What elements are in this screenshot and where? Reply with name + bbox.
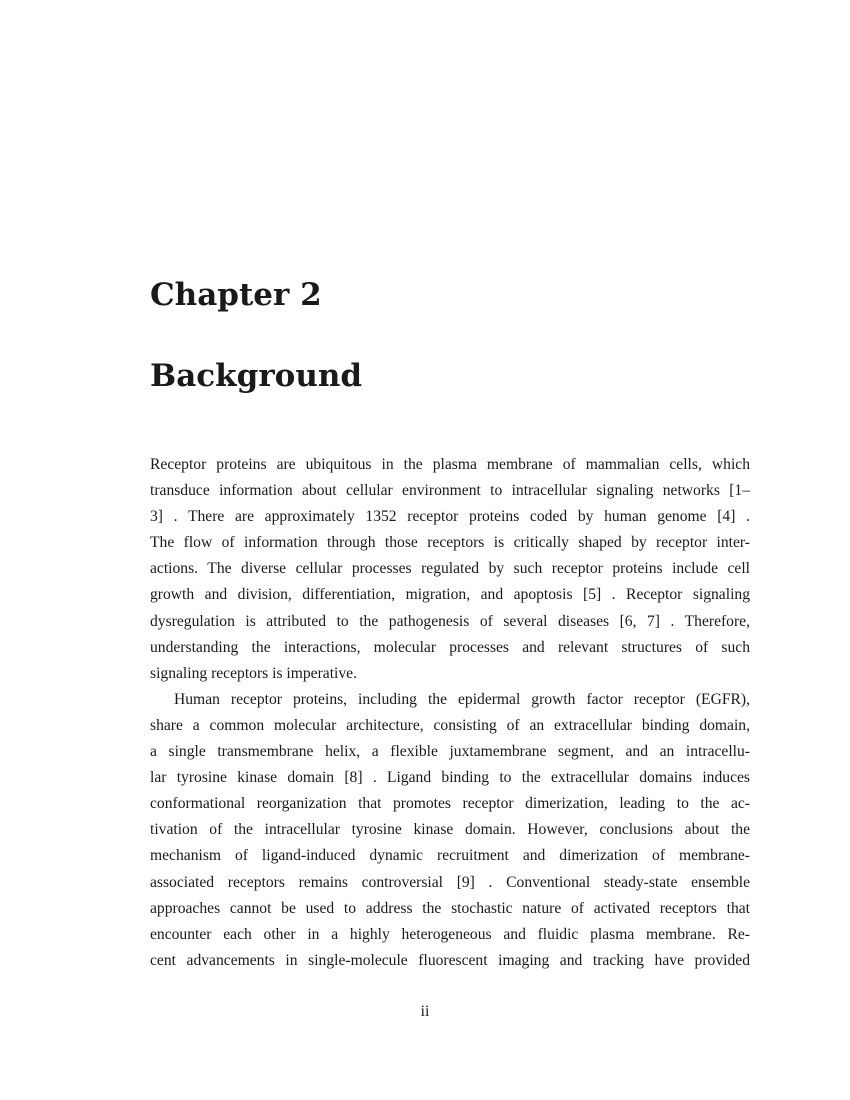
text-line: Receptor proteins are ubiquitous in the plasma membrane of mammalian cells, which [150, 456, 750, 473]
text-line: lar tyrosine kinase domain [8] . Ligand binding to the extracellular domains induces [150, 769, 750, 787]
text-line: conformational reorganization that promotes receptor dimerization, leading to the ac- [150, 795, 750, 813]
paragraph-1 [150, 452, 750, 687]
text-line: signaling receptors is imperative. [150, 664, 357, 682]
text-line: share a common molecular architecture, consisting of an extracellular binding domain, [150, 716, 750, 734]
page-number: ii [420, 1003, 430, 1020]
body-text [150, 452, 750, 974]
text-line: encounter each other in a highly heterogeneous and fluidic plasma membrane. Re- [150, 925, 750, 943]
chapter-title: Background [150, 358, 363, 394]
text-line: The flow of information through those receptors is critically shaped by receptor inter- [150, 534, 750, 552]
text-line: Human receptor proteins, including the epidermal growth factor receptor (EGFR), [174, 690, 750, 708]
text-line: tivation of the intracellular tyrosine kinase domain. However, conclusions about the [150, 821, 750, 839]
text-line: mechanism of ligand-induced dynamic recruitment and dimerization of membrane- [150, 847, 750, 865]
chapter-label: Chapter 2 [150, 277, 322, 313]
text-line: transduce information about cellular environment to intracellular signaling networks [1– [150, 482, 750, 500]
text-line: 3] . There are approximately 1352 receptor proteins coded by human genome [4] . [150, 508, 750, 526]
text-line: a single transmembrane helix, a flexible juxtamembrane segment, and an intracellu- [150, 743, 750, 761]
paragraph-2 [150, 687, 750, 974]
text-line: growth and division, differentiation, migration, and apoptosis [5] . Receptor signaling [150, 586, 750, 604]
text-line: dysregulation is attributed to the pathogenesis of several diseases [6, 7] . Therefore, [150, 612, 750, 630]
text-line: understanding the interactions, molecular processes and relevant structures of such [150, 638, 750, 656]
text-line: associated receptors remains controversial [9] . Conventional steady-state ensemble [150, 873, 750, 891]
text-line: approaches cannot be used to address the stochastic nature of activated receptors that [150, 899, 750, 917]
text-line: actions. The diverse cellular processes regulated by such receptor proteins include cell [150, 560, 750, 578]
text-line: cent advancements in single-molecule fluorescent imaging and tracking have provided [150, 951, 750, 969]
